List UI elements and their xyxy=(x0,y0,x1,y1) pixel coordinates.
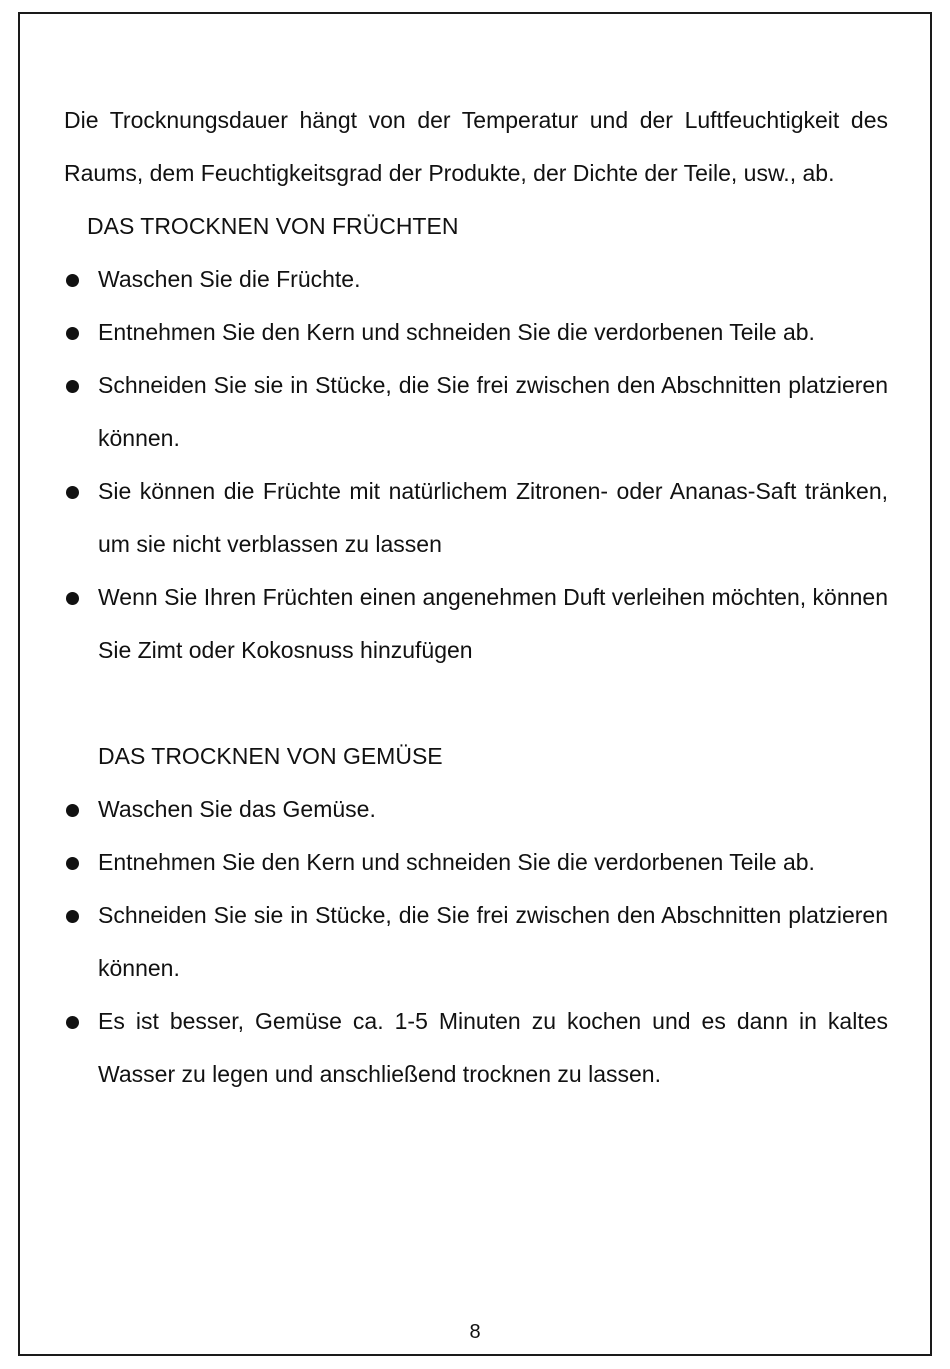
list-item xyxy=(64,359,888,465)
list-item xyxy=(64,995,888,1101)
bullet-icon xyxy=(66,592,79,605)
list-item-text: Sie können die Früchte mit natürlichem Zitronen- oder Ananas-Saft tränken, um sie nicht verblassen zu lassen xyxy=(98,478,888,557)
list-item xyxy=(64,253,888,306)
bullet-icon xyxy=(66,486,79,499)
list-item-text: Schneiden Sie sie in Stücke, die Sie frei zwischen den Abschnitten platzieren können. xyxy=(98,902,888,981)
fruits-list xyxy=(64,253,888,677)
bullet-icon xyxy=(66,910,79,923)
list-item xyxy=(64,836,888,889)
vegetables-list xyxy=(64,783,888,1101)
list-item xyxy=(64,465,888,571)
bullet-icon xyxy=(66,857,79,870)
list-item xyxy=(64,783,888,836)
list-item xyxy=(64,571,888,677)
list-item-text: Es ist besser, Gemüse ca. 1-5 Minuten zu kochen und es dann in kaltes Wasser zu legen und anschließend trocknen zu lassen. xyxy=(98,1008,888,1087)
list-item-text: Schneiden Sie sie in Stücke, die Sie frei zwischen den Abschnitten platzieren können. xyxy=(98,372,888,451)
vegetables-heading: DAS TROCKNEN VON GEMÜSE xyxy=(98,743,443,769)
section-spacer xyxy=(64,677,888,730)
list-item xyxy=(64,306,888,359)
list-item-text: Waschen Sie das Gemüse. xyxy=(98,796,376,822)
list-item-text: Entnehmen Sie den Kern und schneiden Sie die verdorbenen Teile ab. xyxy=(98,319,815,345)
bullet-icon xyxy=(66,380,79,393)
bullet-icon xyxy=(66,1016,79,1029)
list-item xyxy=(64,889,888,995)
page-number: 8 xyxy=(469,1321,481,1343)
list-item-text: Waschen Sie die Früchte. xyxy=(98,266,361,292)
list-item-text: Entnehmen Sie den Kern und schneiden Sie die verdorbenen Teile ab. xyxy=(98,849,815,875)
document-body xyxy=(64,94,888,1101)
bullet-icon xyxy=(66,274,79,287)
bullet-icon xyxy=(66,327,79,340)
fruits-heading: DAS TROCKNEN VON FRÜCHTEN xyxy=(87,213,459,239)
intro-paragraph: Die Trocknungsdauer hängt von der Temperatur und der Luftfeuchtigkeit des Raums, dem Feuchtigkeitsgrad der Produkte, der Dichte der Teile, usw., ab. xyxy=(64,107,888,186)
bullet-icon xyxy=(66,804,79,817)
list-item-text: Wenn Sie Ihren Früchten einen angenehmen Duft verleihen möchten, können Sie Zimt oder Kokosnuss hinzufügen xyxy=(98,584,888,663)
